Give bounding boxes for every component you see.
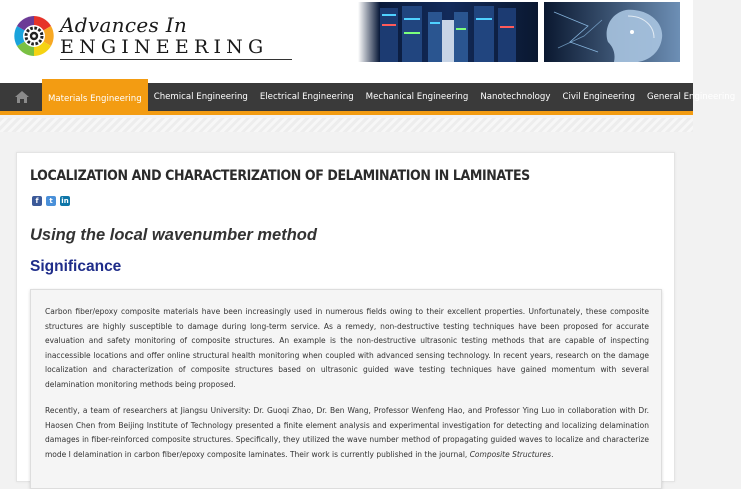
facebook-icon[interactable]: f [32,196,42,206]
paragraph-end: . [551,449,554,459]
nav-item-general-engineering[interactable]: General Engineering [646,92,736,102]
share-buttons [32,196,70,206]
nav-item-materials-engineering[interactable]: Materials Engineering [42,79,148,115]
nav-item-mechanical-engineering[interactable]: Mechanical Engineering [365,92,469,102]
nav-item-electrical-engineering[interactable]: Electrical Engineering [259,92,354,102]
article-card [16,152,675,482]
logo-text-top: Advances In [60,13,188,37]
section-heading-significance: Significance [30,258,122,275]
logo-underline [60,59,292,60]
nav-item-chemical-engineering[interactable]: Chemical Engineering [153,92,248,102]
article-subtitle: Using the local wavenumber method [30,226,317,244]
nav-item-civil-engineering[interactable]: Civil Engineering [562,92,635,102]
logo-gear-icon [12,14,56,58]
paragraph-text: Recently, a team of researchers at Jiangsu University: Dr. Guoqi Zhao, Dr. Ben Wang, Professor Wenfeng Hao, and Professor Ying Luo in collaboration with Dr. Haosen Chen from Beijing Institute of Technology presented a finite element analysis and experimental investigation for detecting and localizing delamination damages in fiber-reinforced composite structures. Specifically, they utilized the wave number method of propagating guided waves to localize and characterize mode I delamination in carbon fiber/epoxy composite laminates. Their work is currently published in the journal, [45,406,649,459]
nav-menu [42,83,741,111]
journal-name: Composite Structures [469,449,552,459]
article-body-box [30,289,662,489]
main-navigation [0,83,736,115]
article-title: LOCALIZATION AND CHARACTERIZATION OF DELAMINATION IN LAMINATES [30,166,530,184]
site-header [0,0,693,83]
linkedin-icon[interactable]: in [61,197,69,205]
decorative-stripe [0,118,693,132]
nav-home-button[interactable] [0,83,44,111]
home-icon [14,90,30,104]
header-banner-image [358,2,680,62]
twitter-icon[interactable]: t [46,196,56,206]
site-logo[interactable] [12,12,292,62]
article-paragraph: Carbon fiber/epoxy composite materials have been increasingly used in numerous fields owing to their excellent properties. Unfortunately, these composite structures are highly susceptible to damage during long-term service. As a remedy, non-destructive testing techniques have been proposed for accurate evaluation and safety monitoring of composite structures. An example is the non-destructive ultrasonic testing methods that are capable of inspecting inaccessible locations and offer online structural health monitoring when coupled with advanced sensing technology. In recent years, research on the damage localization and characterization of composite structures based on ultrasonic guided wave testing techniques have gained momentum with several delamination monitoring methods being proposed. [45,307,649,389]
nav-item-nanotechnology[interactable]: Nanotechnology [480,92,551,102]
logo-text-bottom: ENGINEERING [60,36,269,58]
article-paragraph [45,404,649,462]
